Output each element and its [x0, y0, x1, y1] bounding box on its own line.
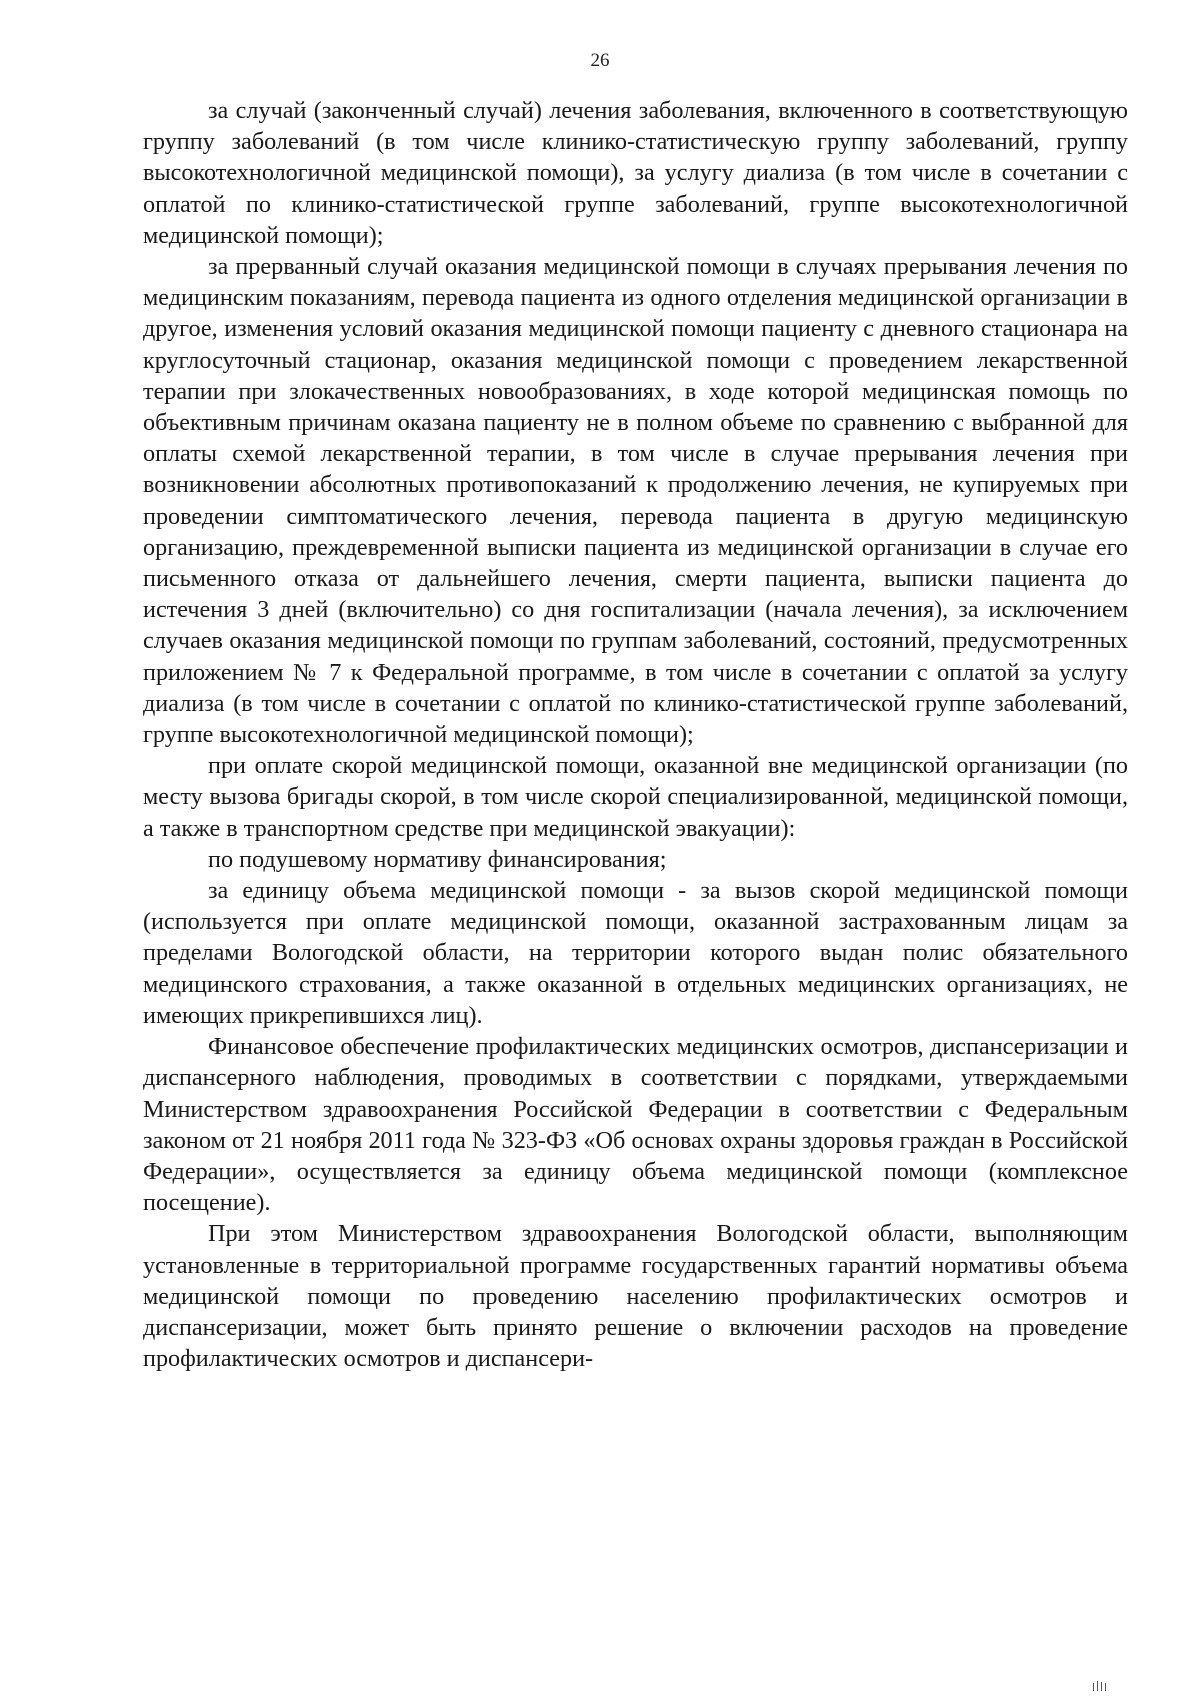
scan-artifact [1097, 1681, 1098, 1691]
scan-artifact [1093, 1683, 1094, 1691]
paragraph-3: при оплате скорой медицинской помощи, оказанной вне медицинской организации (по месту вызова бригады скорой, в том числе скорой специализированной, медицинской помощи, а также в транспортном средстве при медицинской эвакуации): [143, 752, 1128, 842]
paragraph-5: за единицу объема медицинской помощи - за вызов скорой медицинской помощи (используется при оплате медицинской помощи, оказанной застрахованным лицам за пределами Вологодской области, на территории которого выдан полис обязательного медицинского страхования, а также оказанной в отдельных медицинских организациях, не имеющих прикрепившихся лиц). [143, 877, 1128, 1029]
body-text [143, 95, 1128, 1374]
paragraph-4: по подушевому нормативу финансирования; [208, 845, 667, 873]
paragraph-7: При этом Министерством здравоохранения Вологодской области, выполняющим установленные в территориальной программе государственных гарантий нормативы объема медицинской помощи по проведению населению профилактических осмотров и диспансеризации, может быть принято решение о включении расходов на проведение профилактических осмотров и диспансери- [143, 1220, 1128, 1373]
scan-artifact [1101, 1682, 1102, 1691]
paragraph-1: за случай (законченный случай) лечения заболевания, включенного в соответствующую группу заболеваний (в том числе клинико-статистическую группу заболеваний, группу высокотехнологичной медицинской помощи), за услугу диализа (в том числе в сочетании с оплатой по клинико-статистической группе заболеваний, группе высокотехнологичной медицинской помощи); [143, 97, 1128, 249]
page-number: 26 [590, 50, 610, 71]
scan-artifact [1105, 1683, 1106, 1691]
paragraph-6: Финансовое обеспечение профилактических медицинских осмотров, диспансеризации и диспансерного наблюдения, проводимых в соответствии с порядками, утверждаемыми Министерством здравоохранения Российской Федерации в соответствии с Федеральным законом от 21 ноября 2011 года № 323-ФЗ «Об основах охраны здоровья граждан в Российской Федерации», осуществляется за единицу объема медицинской помощи (комплексное посещение). [143, 1033, 1128, 1217]
paragraph-2: за прерванный случай оказания медицинской помощи в случаях прерывания лечения по медицинским показаниям, перевода пациента из одного отделения медицинской организации в другое, изменения условий оказания медицинской помощи пациенту с дневного стационара на круглосуточный стационар, оказания медицинской помощи с проведением лекарственной терапии при злокачественных новообразованиях, в ходе которой медицинская помощь по объективным причинам оказана пациенту не в полном объеме по сравнению с выбранной для оплаты схемой лекарственной терапии, в том числе в случае прерывания лечения при возникновении абсолютных противопоказаний к продолжению лечения, не купируемых при проведении симптоматического лечения, перевода пациента в другую медицинскую организацию, преждевременной выписки пациента из медицинской организации в случае его письменного отказа от дальнейшего лечения, смерти пациента, выписки пациента до истечения 3 дней (включительно) со дня госпитализации (начала лечения), за исключением случаев оказания медицинской помощи по группам заболеваний, состояний, предусмотренных приложением № 7 к Федеральной программе, в том числе в сочетании с оплатой за услугу диализа (в том числе в сочетании с оплатой по клинико-статистической группе заболеваний, группе высокотехнологичной медицинской помощи); [143, 253, 1128, 749]
